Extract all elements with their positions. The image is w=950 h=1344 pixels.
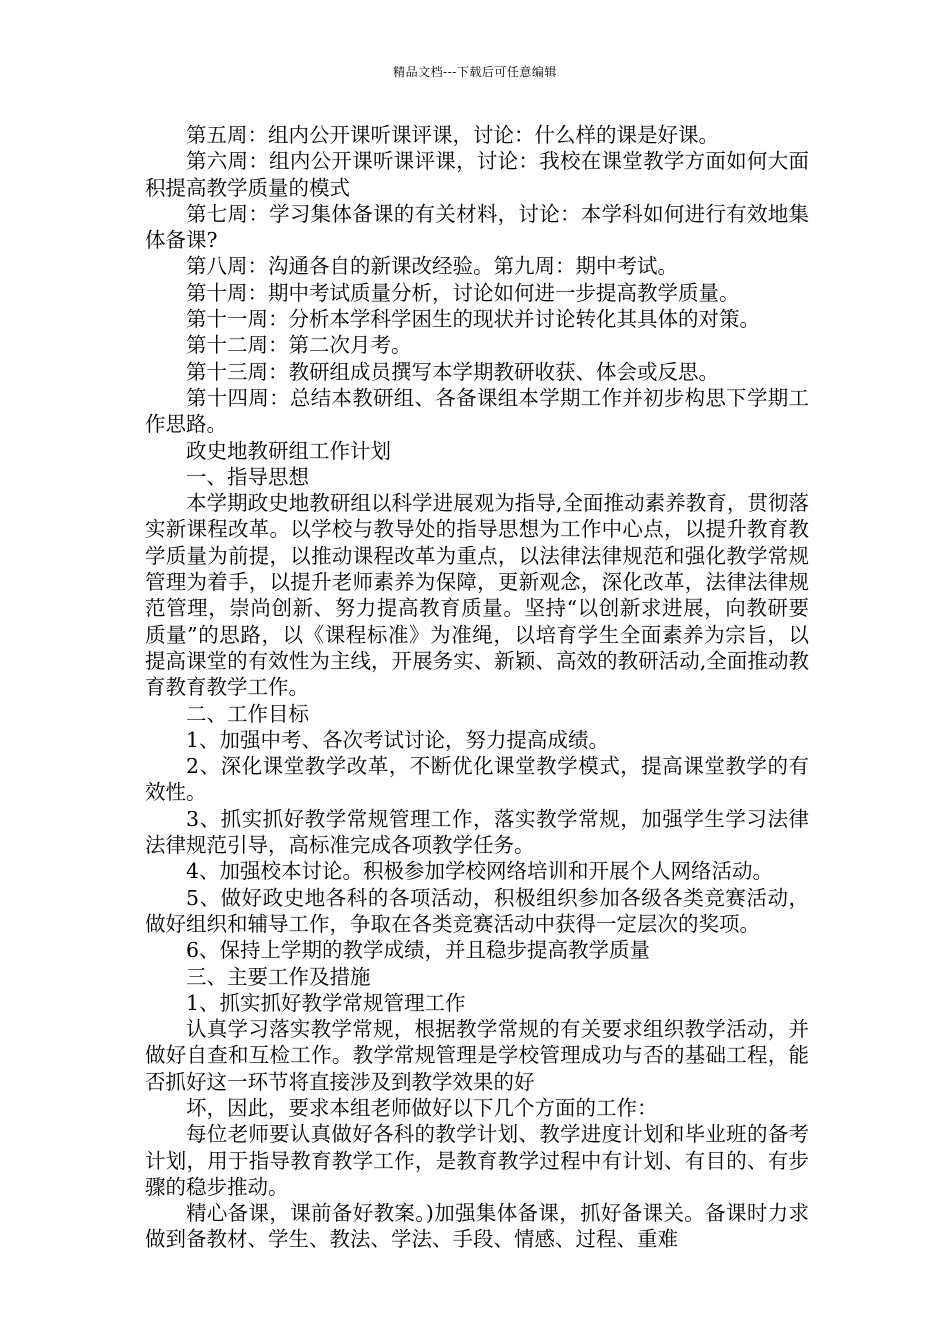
paragraph: 第八周：沟通各自的新课改经验。第九周：期中考试。 — [186, 254, 678, 279]
paragraph: 每位老师要认真做好各科的教学计划、教学进度计划和毕业班的备考计划，用于指导教育教学工作，是教育教学过程中有计划、有目的、有步骤的稳步推动。 — [145, 1122, 809, 1199]
list-item: 3、抓实抓好教学常规管理工作，落实教学常规，加强学生学习法律法律规范引导，高标准完成各项教学任务。 — [145, 806, 809, 858]
section-title: 政史地教研组工作计划 — [186, 438, 391, 463]
paragraph: 第七周：学习集体备课的有关材料，讨论：本学科如何进行有效地集体备课? — [145, 201, 809, 253]
list-item: 5、做好政史地各科的各项活动，积极组织参加各级各类竞赛活动，做好组织和辅导工作，争取在各类竞赛活动中获得一定层次的奖项。 — [145, 885, 809, 936]
paragraph: 第十周：期中考试质量分析，讨论如何进一步提高教学质量。 — [186, 280, 740, 305]
paragraph: 精心备课，课前备好教案。)加强集体备课，抓好备课关。备课时力求做到备教材、学生、教法、学法、手段、情感、过程、重难 — [145, 1201, 809, 1252]
paragraph: 坏，因此，要求本组老师做好以下几个方面的工作： — [186, 1095, 658, 1120]
list-item: 2、深化课堂教学改革，不断优化课堂教学模式，提高课堂教学的有效性。 — [145, 754, 809, 805]
list-item: 6、保持上学期的教学成绩，并且稳步提高教学质量 — [186, 938, 651, 963]
list-item: 1、加强中考、各次考试讨论，努力提高成绩。 — [186, 727, 610, 752]
paragraph: 第六周：组内公开课听课评课，讨论：我校在课堂教学方面如何大面积提高教学质量的模式 — [145, 149, 809, 200]
paragraph: 第十一周：分析本学科学困生的现状并讨论转化其具体的对策。 — [186, 307, 760, 332]
paragraph: 第十二周：第二次月考。 — [186, 333, 412, 358]
paragraph: 第十三周：教研组成员撰写本学期教研收获、体会或反思。 — [186, 359, 719, 384]
paragraph: 第十四周：总结本教研组、各备课组本学期工作并初步构思下学期工作思路。 — [145, 385, 809, 437]
paragraph: 第五周：组内公开课听课评课，讨论：什么样的课是好课。 — [186, 123, 719, 147]
section-heading: 一、指导思想 — [186, 464, 309, 489]
paragraph: 本学期政史地教研组以科学进展观为指导,全面推动素养教育，贯彻落实新课程改革。以学校与教导处的指导思想为工作中心点，以提升教育教学质量为前提，以推动课程改革为重点，以法律法律规范和强化教学常规管理为着手，以提升老师素养为保障，更新观念，深化改革，法律法律规范管理，崇尚创新、努力提高教育质量。坚持“以创新求进展，向教研要质量”的思路，以《课程标准》为准绳，以培育学生全面素养为宗旨，以提高课堂的有效性为主线，开展务实、新颖、高效的教研活动,全面推动教育教育教学工作。 — [145, 491, 809, 700]
page-header: 精品文档---下载后可任意编辑 — [393, 65, 557, 79]
section-heading: 三、主要工作及措施 — [186, 964, 371, 989]
document-body — [145, 122, 809, 1253]
paragraph: 认真学习落实教学常规，根据教学常规的有关要求组织教学活动，并做好自查和互检工作。教学常规管理是学校管理成功与否的基础工程，能否抓好这一环节将直接涉及到教学效果的好 — [145, 1017, 809, 1094]
section-heading: 二、工作目标 — [186, 701, 309, 726]
list-item: 4、加强校本讨论。积极参加学校网络培训和开展个人网络活动。 — [186, 859, 774, 884]
subsection-heading: 1、抓实抓好教学常规管理工作 — [186, 990, 466, 1015]
